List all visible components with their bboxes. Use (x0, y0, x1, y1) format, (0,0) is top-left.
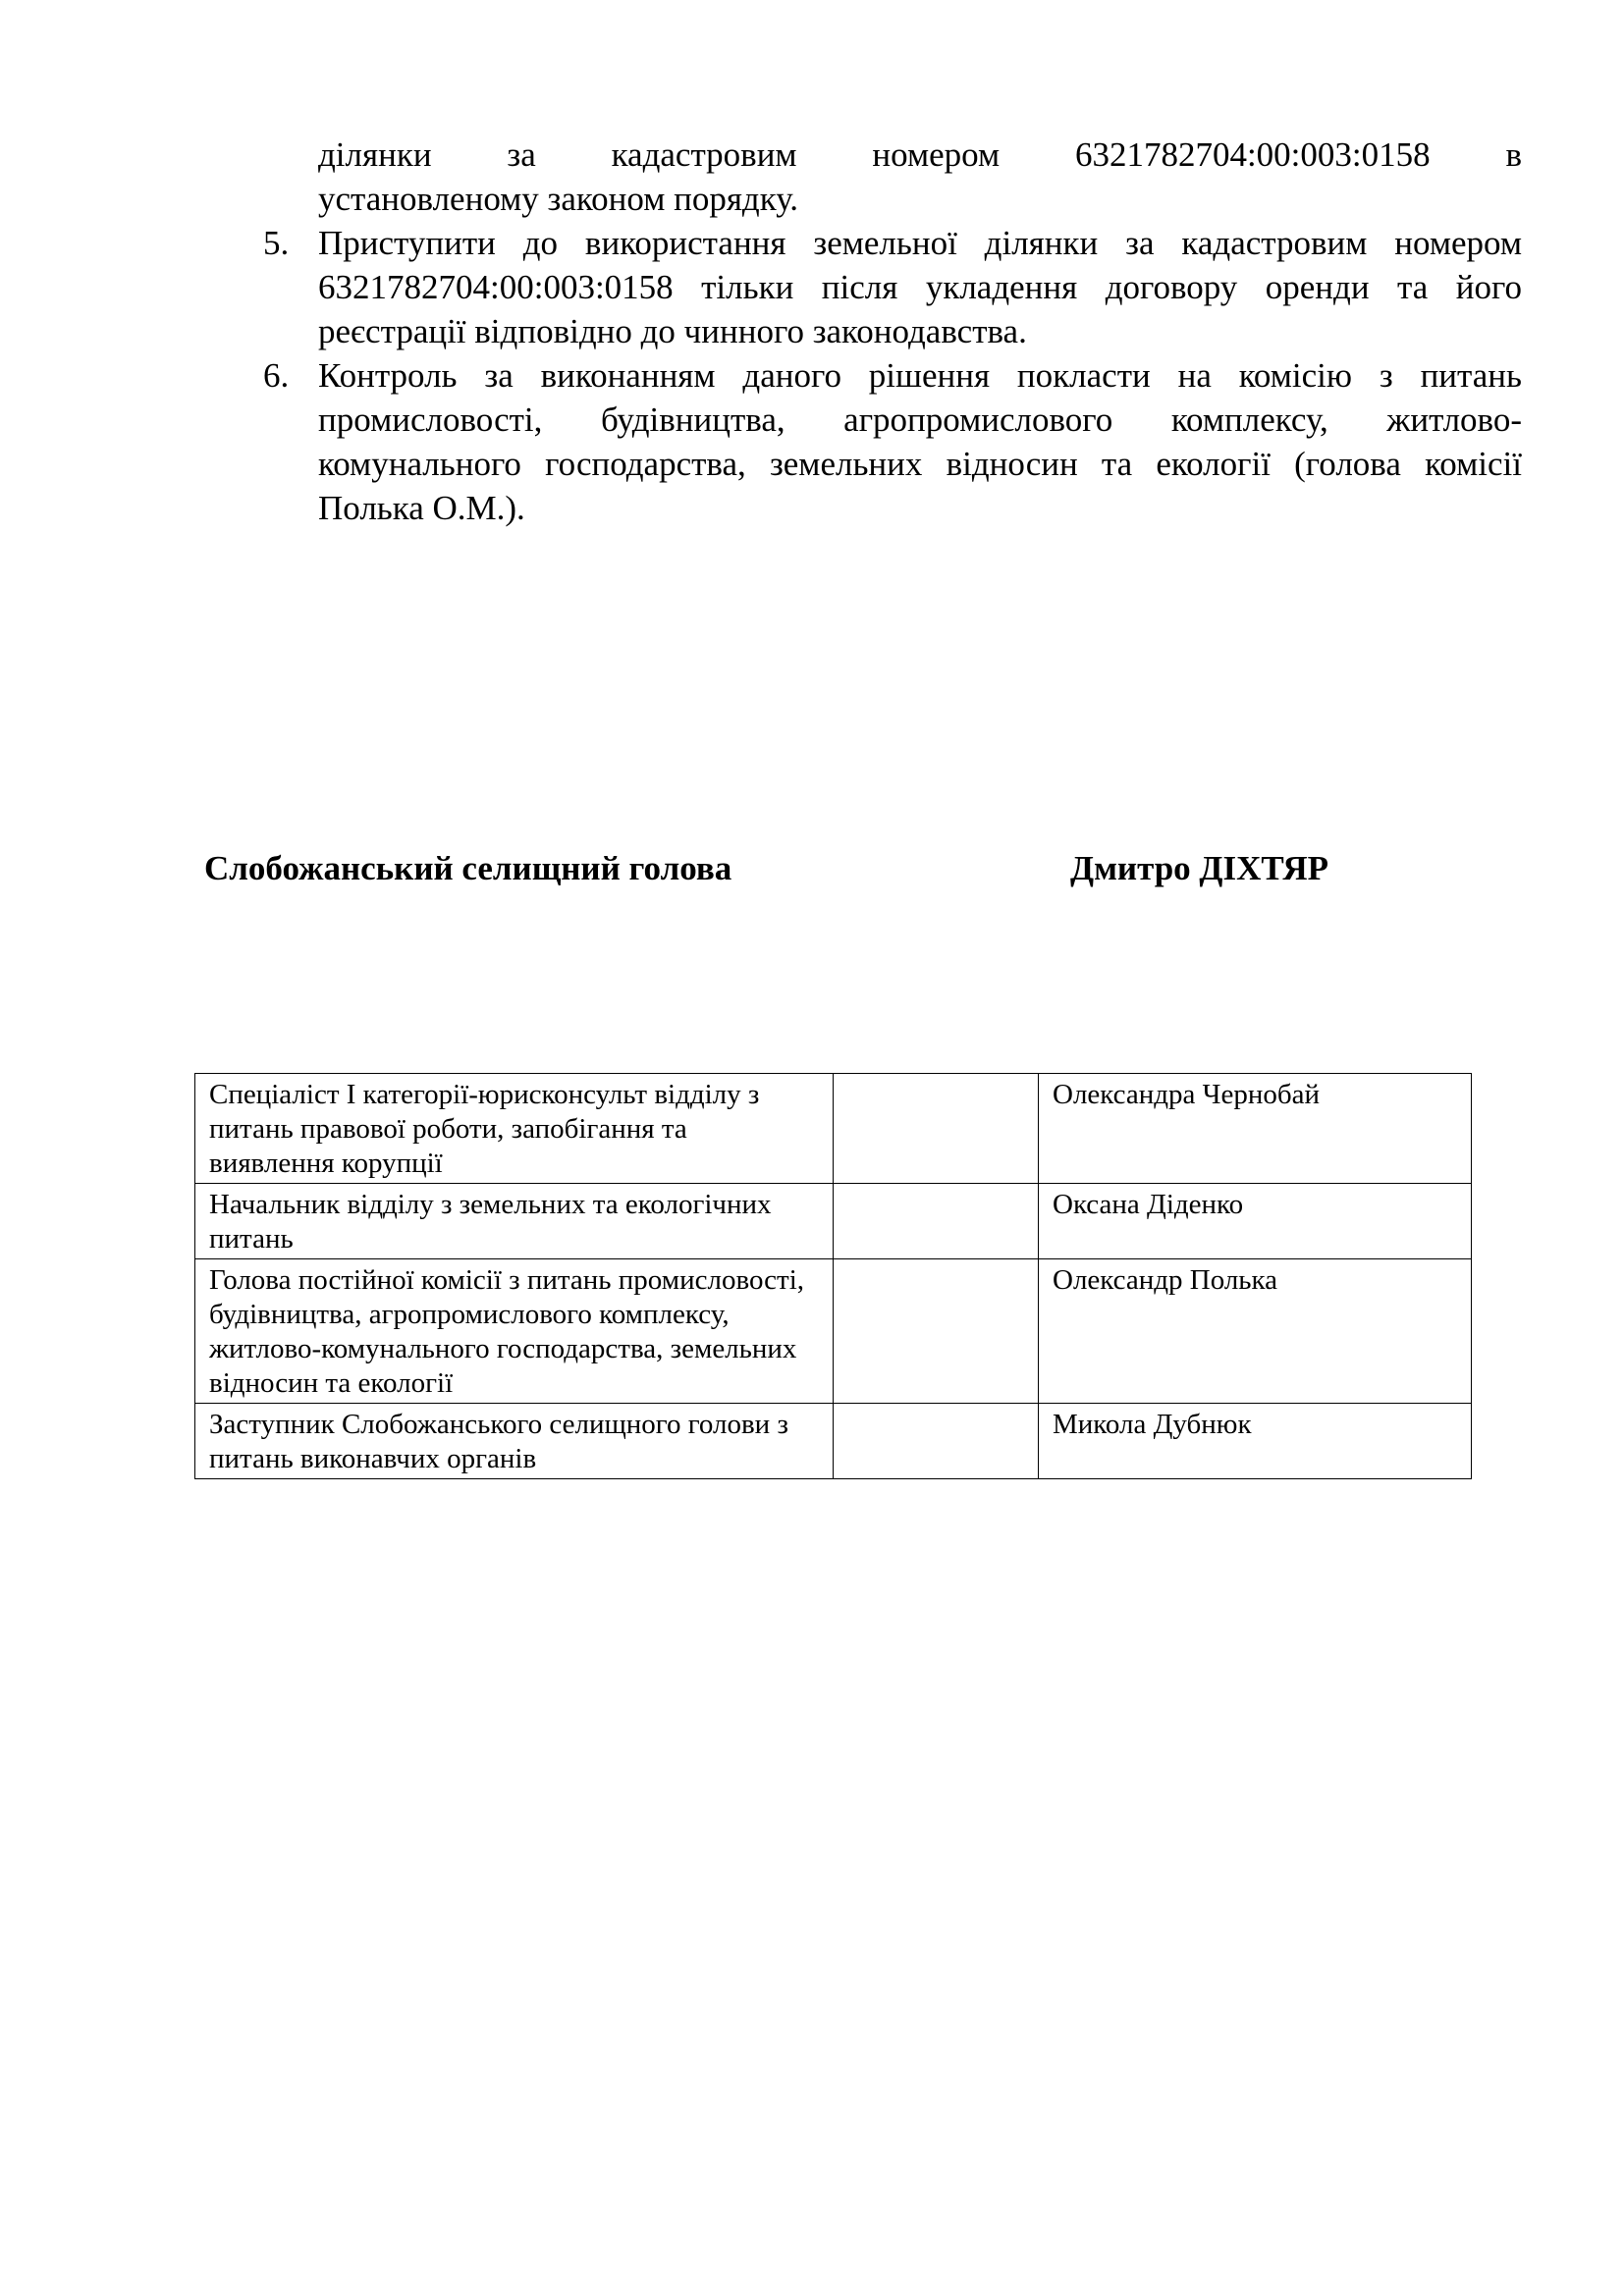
approver-signature-cell (834, 1184, 1039, 1259)
table-row (195, 1259, 1472, 1404)
continuation-line-2: установленому законом порядку. (318, 180, 798, 218)
approval-table (194, 1073, 1472, 1479)
continuation-word: кадастровим (611, 135, 797, 174)
approver-signature-cell (834, 1259, 1039, 1404)
table-row (195, 1404, 1472, 1479)
clause-text: Приступити до використання земельної ділянки за кадастровим номером 6321782704:00:003:0158 тільки після укладення договору оренди та його реєстрації відповідно до чинного законодавства. (318, 224, 1522, 350)
approver-name: Олександр Полька (1039, 1259, 1472, 1404)
approver-role: Начальник відділу з земельних та екологічних питань (195, 1184, 834, 1259)
approver-name: Олександра Чернобай (1039, 1074, 1472, 1184)
table-row (195, 1074, 1472, 1184)
approver-name: Оксана Діденко (1039, 1184, 1472, 1259)
decision-clauses (263, 133, 1522, 530)
continuation-word: за (507, 135, 536, 174)
clause-item-5 (263, 221, 1522, 353)
table-row (195, 1184, 1472, 1259)
clause-text: Контроль за виконанням даного рішення покласти на комісію з питань промисловості, будівництва, агропромислового комплексу, житлово-комунального господарства, земельних відносин та екології (голова комісії Полька О.М.). (318, 356, 1522, 527)
clause-item-6 (263, 353, 1522, 530)
signatory-name: Дмитро ДІХТЯР (1070, 849, 1329, 887)
approver-signature-cell (834, 1074, 1039, 1184)
clause-number: 5. (263, 224, 290, 262)
continuation-line-1 (318, 133, 1522, 177)
continuation-word: в (1505, 135, 1522, 174)
clause-number: 6. (263, 356, 290, 395)
approver-role: Спеціаліст І категорії-юрисконсульт відділу з питань правової роботи, запобігання та виявлення корупції (195, 1074, 834, 1184)
approver-name: Микола Дубнюк (1039, 1404, 1472, 1479)
cadastral-number: 6321782704:00:003:0158 (1074, 135, 1431, 174)
approver-signature-cell (834, 1404, 1039, 1479)
continuation-word: номером (872, 135, 1001, 174)
approver-role: Голова постійної комісії з питань промисловості, будівництва, агропромислового комплексу, житлово-комунального господарства, земельних відносин та екології (195, 1259, 834, 1404)
approver-role: Заступник Слобожанського селищного голови з питань виконавчих органів (195, 1404, 834, 1479)
continuation-word: ділянки (318, 135, 432, 174)
clause-continuation (263, 133, 1522, 221)
signatory-title: Слобожанський селищний голова (204, 849, 732, 887)
